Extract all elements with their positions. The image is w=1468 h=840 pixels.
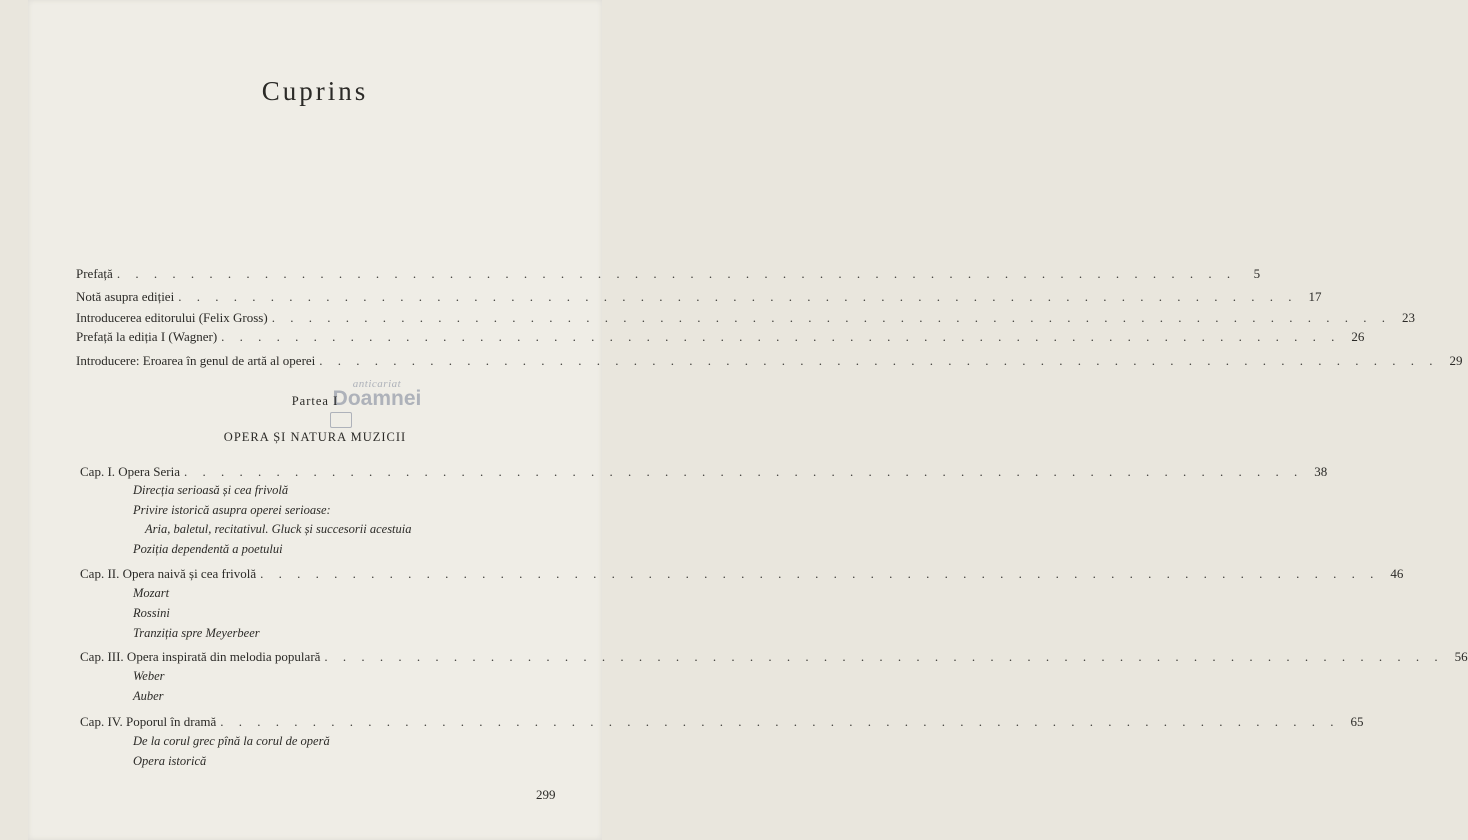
toc-section: Direcția serioasă și cea frivolă: [133, 483, 289, 497]
part-heading: OPERA ȘI NATURA MUZICII: [223, 430, 407, 444]
toc-chapter-page: 56: [1454, 649, 1468, 664]
toc-entry-page: 23: [1401, 310, 1415, 325]
leader-dots: . . . . . . . . . . . . . . . . . . . . . . . . . . . . . . . . . . . . . . . . . . . . . . . . . . . . . . . . . . . . .: [271, 310, 1391, 325]
toc-entry-introducere: [76, 353, 1463, 369]
toc-entry-label: Notă asupra ediției: [76, 289, 175, 304]
watermark-line2: Doamnei: [332, 387, 422, 410]
leader-dots: . . . . . . . . . . . . . . . . . . . . . . . . . . . . . . . . . . . . . . . . . . . . . . . . . . . . . . . . . . . . .: [324, 649, 1444, 664]
leader-dots: . . . . . . . . . . . . . . . . . . . . . . . . . . . . . . . . . . . . . . . . . . . . . . . . . . . . . . . . . . . . .: [116, 266, 1237, 281]
toc-section: Poziția dependentă a poetului: [133, 542, 283, 556]
leader-dots: . . . . . . . . . . . . . . . . . . . . . . . . . . . . . . . . . . . . . . . . . . . . . . . . . . . . . . . . . . . . .: [319, 353, 1439, 368]
toc-chapter-label: Cap. III. Opera inspirată din melodia populară: [80, 649, 321, 664]
toc-entry-label: Prefață la ediția I (Wagner): [76, 329, 218, 344]
toc-section: Mozart: [133, 586, 170, 600]
toc-entry-label: Introducerea editorului (Felix Gross): [76, 310, 268, 325]
toc-chapter-page: 38: [1314, 464, 1328, 479]
toc-entry-introducerea-editorului: [76, 310, 1415, 326]
page-number: 299: [536, 787, 556, 802]
toc-entry-label: Introducere: Eroarea în genul de artă al operei: [76, 353, 316, 368]
watermark-line1: anticariat: [352, 378, 402, 390]
leader-dots: . . . . . . . . . . . . . . . . . . . . . . . . . . . . . . . . . . . . . . . . . . . . . . . . . . . . . . . . . . . . .: [178, 289, 1298, 304]
toc-entry-label: Prefață: [76, 266, 113, 281]
toc-entry-prefata: [76, 266, 1261, 282]
toc-chapter-3: [80, 649, 1468, 665]
leader-dots: . . . . . . . . . . . . . . . . . . . . . . . . . . . . . . . . . . . . . . . . . . . . . . . . . . . . . . . . . . . . .: [221, 329, 1341, 344]
toc-entry-nota: [76, 289, 1322, 305]
toc-section: Tranziția spre Meyerbeer: [133, 626, 260, 640]
toc-entry-prefata-editia-i: [76, 329, 1365, 345]
toc-entry-page: 17: [1308, 289, 1322, 304]
toc-entry-page: 26: [1351, 329, 1365, 344]
part-label: Partea I: [291, 394, 339, 408]
toc-entry-page: 29: [1449, 353, 1463, 368]
toc-section: Privire istorică asupra operei serioase:: [133, 503, 331, 517]
toc-chapter-page: 46: [1390, 566, 1404, 581]
toc-chapter-label: Cap. II. Opera naivă și cea frivolă: [80, 566, 257, 581]
toc-subsection: Aria, baletul, recitativul. Gluck și succesorii acestuia: [145, 522, 412, 536]
toc-chapter-4: [80, 714, 1364, 730]
leader-dots: . . . . . . . . . . . . . . . . . . . . . . . . . . . . . . . . . . . . . . . . . . . . . . . . . . . . . . . . . . . . .: [220, 714, 1340, 729]
toc-chapter-2: [80, 566, 1404, 582]
toc-chapter-label: Cap. IV. Poporul în dramă: [80, 714, 217, 729]
toc-chapter-1: [80, 464, 1328, 480]
toc-section: Rossini: [133, 606, 170, 620]
page-title: Cuprins: [261, 76, 369, 106]
toc-entry-page: 5: [1253, 266, 1261, 281]
leader-dots: . . . . . . . . . . . . . . . . . . . . . . . . . . . . . . . . . . . . . . . . . . . . . . . . . . . . . . . . . . . . .: [260, 566, 1380, 581]
toc-chapter-label: Cap. I. Opera Seria: [80, 464, 180, 479]
toc-section: Opera istorică: [133, 754, 207, 768]
toc-section: Auber: [133, 689, 164, 703]
leader-dots: . . . . . . . . . . . . . . . . . . . . . . . . . . . . . . . . . . . . . . . . . . . . . . . . . . . . . . . . . . . . .: [184, 464, 1304, 479]
toc-chapter-page: 65: [1350, 714, 1364, 729]
toc-section: Weber: [133, 669, 165, 683]
toc-section: De la corul grec pînă la corul de operă: [133, 734, 330, 748]
